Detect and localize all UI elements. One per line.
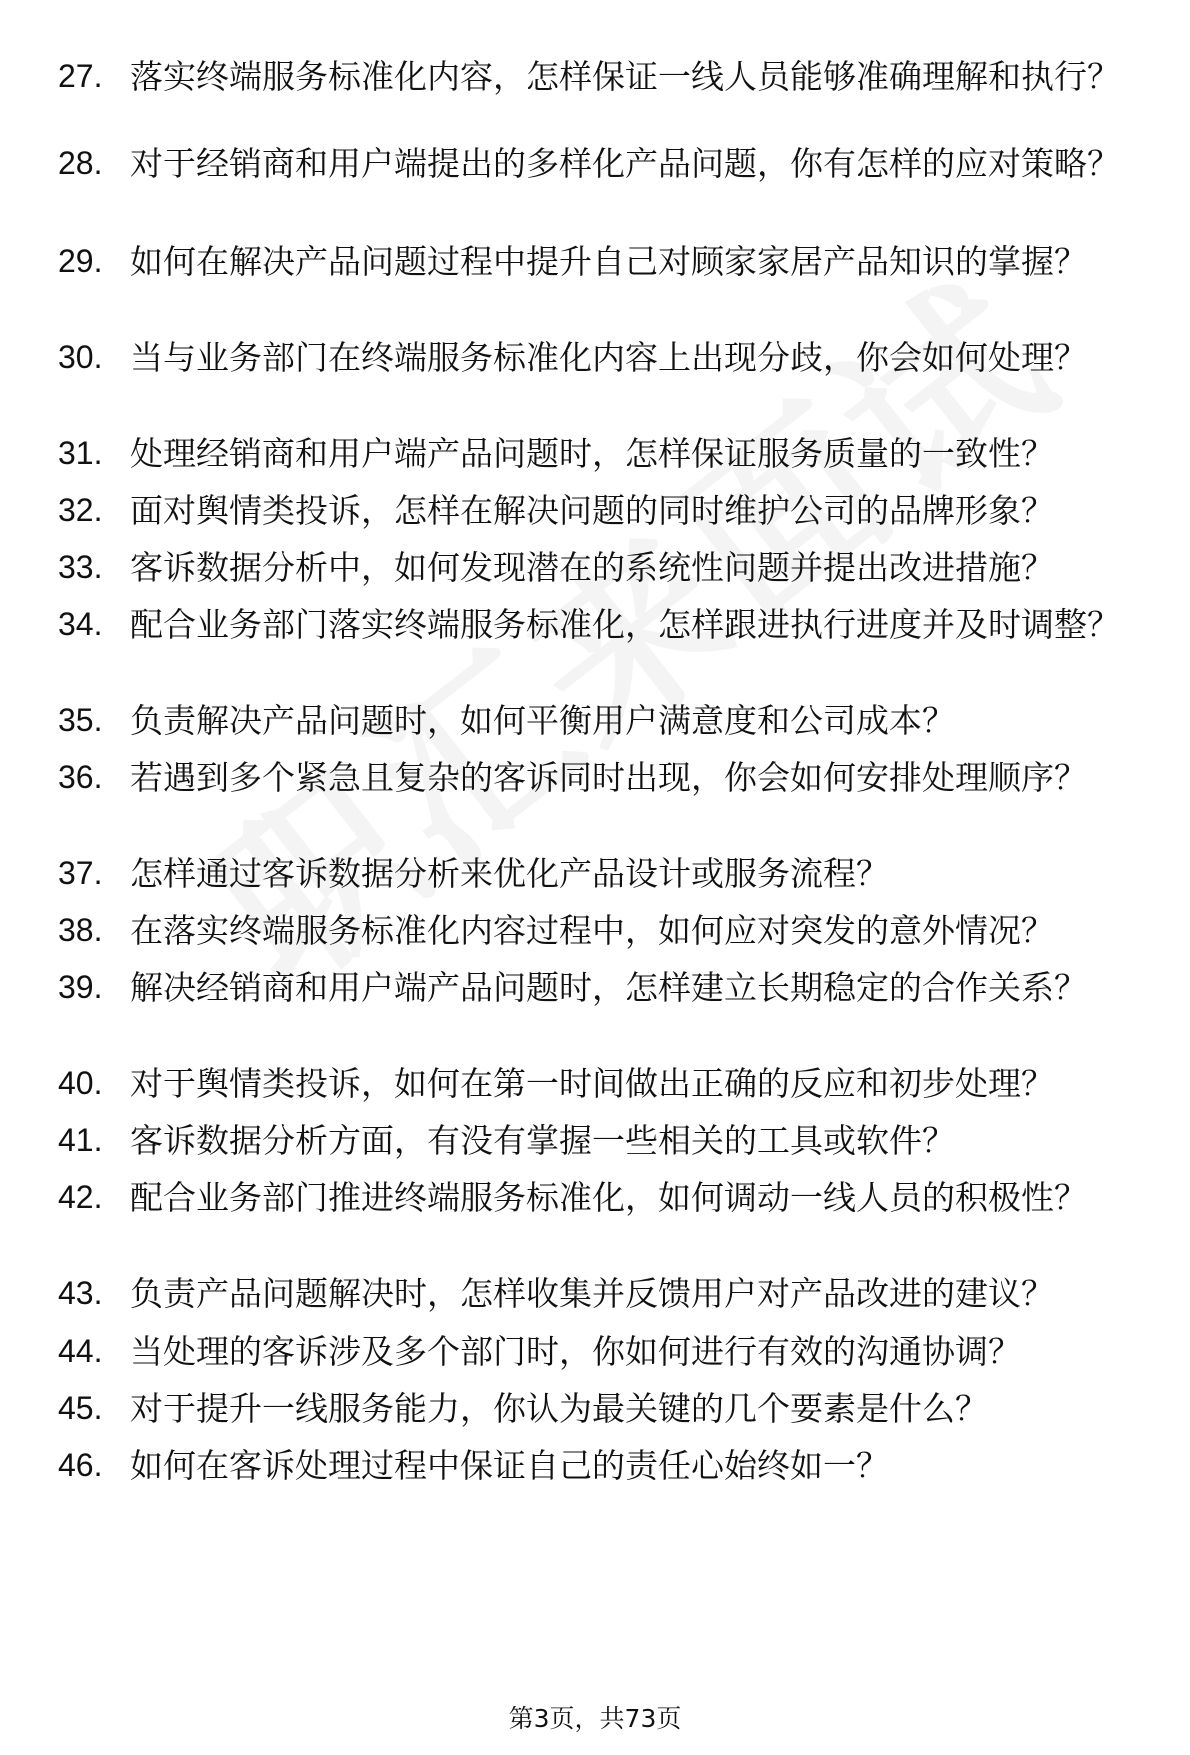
question-number: 33. bbox=[58, 549, 103, 585]
question-item-39 bbox=[58, 966, 1158, 1009]
question-item-42 bbox=[58, 1176, 1158, 1219]
question-item-45 bbox=[58, 1387, 1158, 1430]
question-item-36 bbox=[58, 756, 1158, 799]
question-text: 配合业务部门落实终端服务标准化，怎样跟进执行进度并及时调整？ bbox=[130, 605, 1120, 644]
question-item-41 bbox=[58, 1119, 1158, 1162]
question-text: 当与业务部门在终端服务标准化内容上出现分歧，你会如何处理？ bbox=[130, 338, 1087, 377]
question-number: 36. bbox=[58, 759, 103, 795]
question-text: 对于经销商和用户端提出的多样化产品问题，你有怎样的应对策略？ bbox=[130, 144, 1120, 183]
question-number: 41. bbox=[58, 1122, 103, 1158]
question-item-38 bbox=[58, 909, 1158, 952]
question-text: 当处理的客诉涉及多个部门时，你如何进行有效的沟通协调？ bbox=[130, 1332, 1021, 1371]
page-number-label: 第3页，共73页 bbox=[508, 1704, 682, 1733]
question-text: 解决经销商和用户端产品问题时，怎样建立长期稳定的合作关系？ bbox=[130, 968, 1087, 1007]
question-text: 对于提升一线服务能力，你认为最关键的几个要素是什么？ bbox=[130, 1389, 988, 1428]
question-text: 客诉数据分析中，如何发现潜在的系统性问题并提出改进措施？ bbox=[130, 548, 1054, 587]
question-item-46 bbox=[58, 1444, 1158, 1487]
question-number: 32. bbox=[58, 492, 103, 528]
question-item-32 bbox=[58, 489, 1158, 532]
question-number: 46. bbox=[58, 1447, 103, 1483]
question-text: 对于舆情类投诉，如何在第一时间做出正确的反应和初步处理？ bbox=[130, 1064, 1054, 1103]
question-number: 30. bbox=[58, 339, 103, 375]
question-text: 怎样通过客诉数据分析来优化产品设计或服务流程？ bbox=[130, 854, 889, 893]
question-item-44 bbox=[58, 1330, 1158, 1373]
question-text: 配合业务部门推进终端服务标准化，如何调动一线人员的积极性？ bbox=[130, 1178, 1087, 1217]
question-text: 面对舆情类投诉，怎样在解决问题的同时维护公司的品牌形象？ bbox=[130, 491, 1054, 530]
question-number: 42. bbox=[58, 1179, 103, 1215]
question-text: 客诉数据分析方面，有没有掌握一些相关的工具或软件？ bbox=[130, 1121, 955, 1160]
question-number: 44. bbox=[58, 1333, 103, 1369]
question-item-28 bbox=[58, 142, 1158, 185]
question-item-34 bbox=[58, 603, 1158, 646]
question-text: 处理经销商和用户端产品问题时，怎样保证服务质量的一致性？ bbox=[130, 434, 1054, 473]
question-item-27 bbox=[58, 55, 1158, 98]
question-number: 39. bbox=[58, 969, 103, 1005]
question-item-37 bbox=[58, 852, 1158, 895]
question-item-35 bbox=[58, 699, 1158, 742]
question-text: 在落实终端服务标准化内容过程中，如何应对突发的意外情况？ bbox=[130, 911, 1054, 950]
question-number: 29. bbox=[58, 243, 103, 279]
question-number: 40. bbox=[58, 1065, 103, 1101]
question-item-40 bbox=[58, 1062, 1158, 1105]
question-item-33 bbox=[58, 546, 1158, 589]
question-text: 如何在客诉处理过程中保证自己的责任心始终如一？ bbox=[130, 1446, 889, 1485]
question-number: 35. bbox=[58, 702, 103, 738]
question-item-30 bbox=[58, 336, 1158, 379]
question-text: 负责解决产品问题时，如何平衡用户满意度和公司成本？ bbox=[130, 701, 955, 740]
question-number: 31. bbox=[58, 435, 103, 471]
question-number: 34. bbox=[58, 606, 103, 642]
question-number: 28. bbox=[58, 145, 103, 181]
question-text: 如何在解决产品问题过程中提升自己对顾家家居产品知识的掌握？ bbox=[130, 242, 1087, 281]
page-footer bbox=[0, 1703, 1190, 1735]
question-number: 38. bbox=[58, 912, 103, 948]
question-item-31 bbox=[58, 432, 1158, 475]
question-number: 45. bbox=[58, 1390, 103, 1426]
question-item-43 bbox=[58, 1272, 1158, 1315]
question-number: 43. bbox=[58, 1275, 103, 1311]
question-number: 27. bbox=[58, 58, 103, 94]
question-number: 37. bbox=[58, 855, 103, 891]
question-text: 若遇到多个紧急且复杂的客诉同时出现，你会如何安排处理顺序？ bbox=[130, 758, 1087, 797]
question-text: 负责产品问题解决时，怎样收集并反馈用户对产品改进的建议？ bbox=[130, 1274, 1054, 1313]
question-text: 落实终端服务标准化内容，怎样保证一线人员能够准确理解和执行？ bbox=[130, 57, 1120, 96]
question-item-29 bbox=[58, 240, 1158, 283]
